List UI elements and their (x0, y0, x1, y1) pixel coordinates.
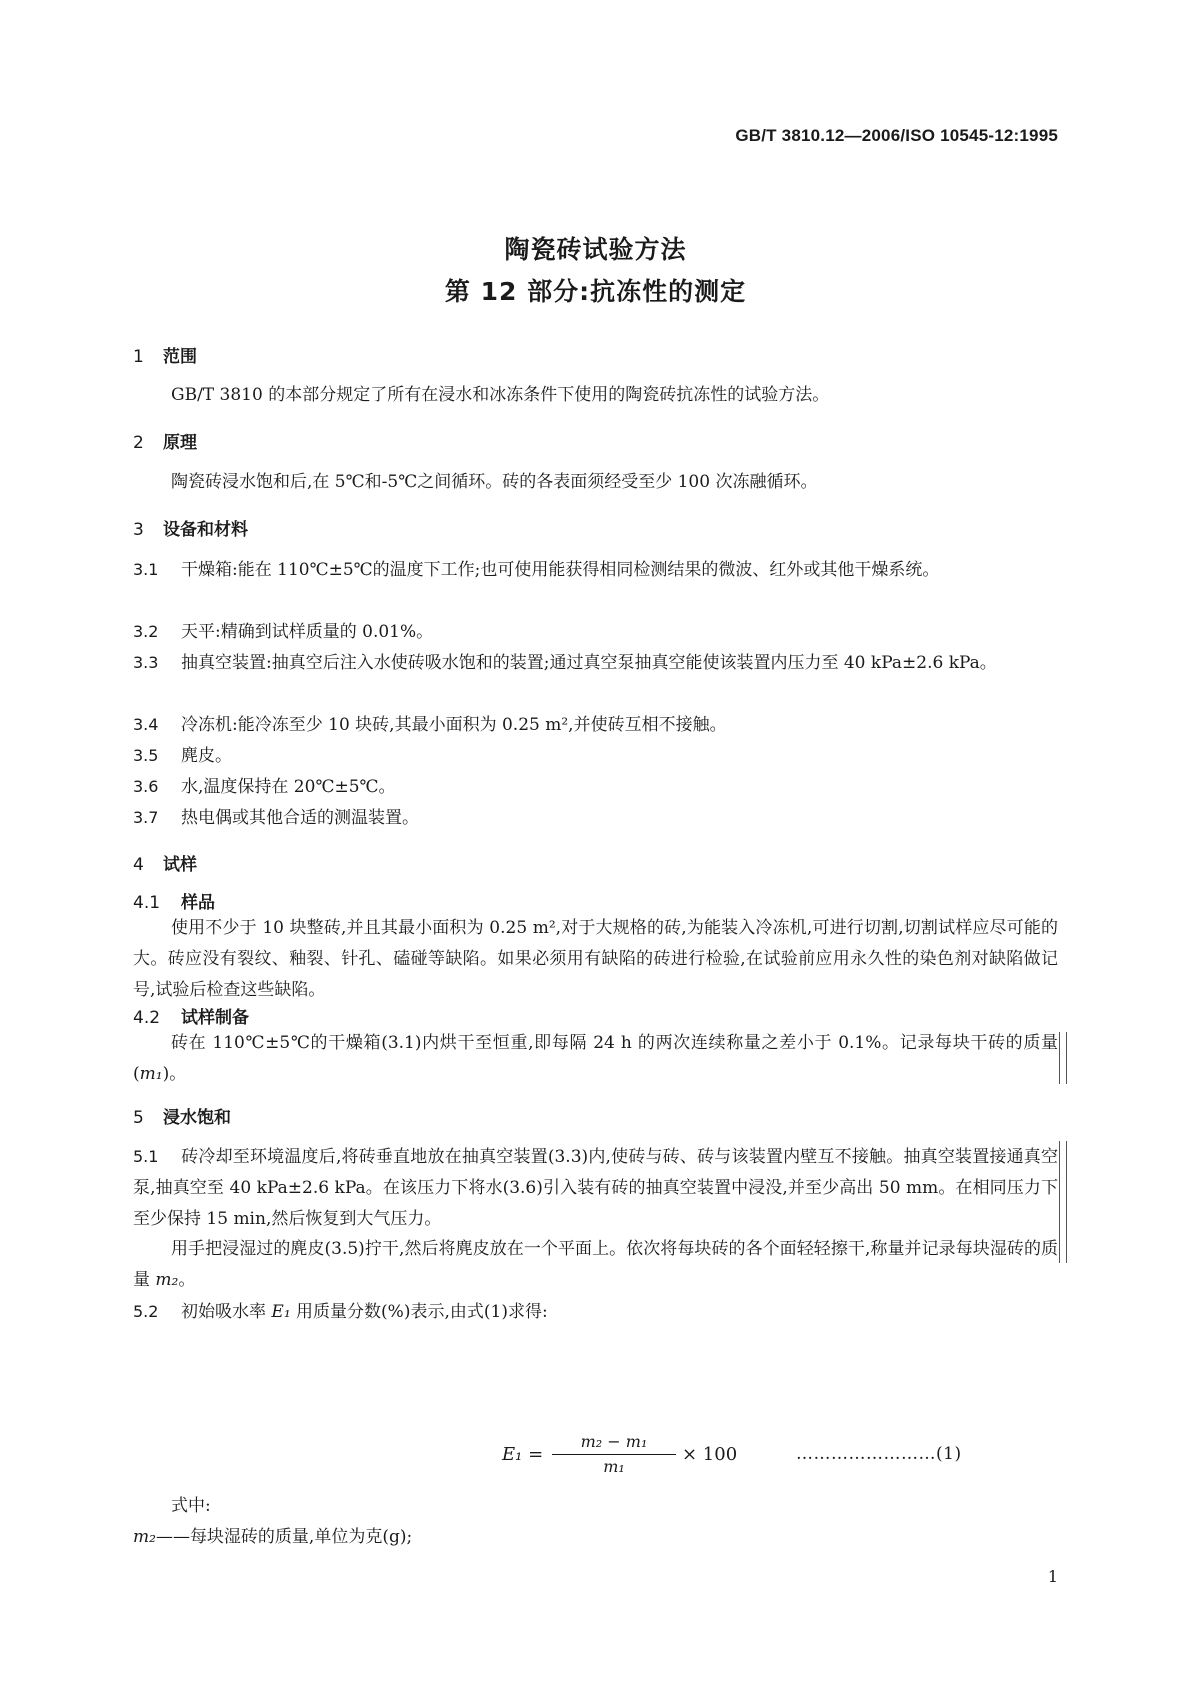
clause-number: 3.2 (133, 622, 159, 641)
section-4-heading (133, 850, 197, 875)
clause-3-4 (133, 709, 1058, 741)
section-number: 3 (133, 520, 144, 540)
clause-number: 5.2 (133, 1302, 159, 1321)
text-segment: 用手把浸湿过的麂皮(3.5)拧干,然后将麂皮放在一个平面上。依次将每块砖的各个面轻轻擦干,称量并记录每块湿砖的质量 (133, 1239, 1058, 1290)
clause-number: 3.3 (133, 653, 159, 672)
subsection-4-1-text: 使用不少于 10 块整砖,并且其最小面积为 0.25 m²,对于大规格的砖,为能装入冷冻机,可进行切割,切割试样应尽可能的大。砖应没有裂纹、釉裂、针孔、磕碰等缺陷。如果必须用有缺陷的砖进行检验,在试验前应用永久性的染色剂对缺陷做记号,试验后检查这些缺陷。 (133, 918, 1058, 1000)
clause-5-2 (133, 1296, 1058, 1328)
variable-m1: m₁ (139, 1064, 163, 1084)
clause-3-7 (133, 802, 1058, 834)
document-title: 陶瓷砖试验方法 (504, 235, 687, 264)
text-segment: 砖在 110℃±5℃的干燥箱(3.1)内烘干至恒重,即每隔 24 h 的两次连续称量之差小于 0.1%。记录每块干砖的质量( (133, 1033, 1058, 1084)
text-segment: 。 (178, 1270, 196, 1290)
clause-number: 3.4 (133, 715, 159, 734)
formula-numerator: m₂ − m₁ (552, 1432, 676, 1455)
standard-code: GB/T 3810.12—2006/ISO 10545-12:1995 (735, 126, 1058, 145)
clause-text: 天平:精确到试样质量的 0.01%。 (181, 622, 434, 642)
section-number: 5 (133, 1108, 144, 1128)
clause-number: 3.1 (133, 560, 159, 579)
section-1-text: GB/T 3810 的本部分规定了所有在浸水和冰冻条件下使用的陶瓷砖抗冻性的试验方法。 (171, 385, 830, 405)
definition-text: 每块湿砖的质量,单位为克(g); (189, 1527, 413, 1547)
clause-number: 5.1 (133, 1147, 159, 1166)
section-2-text: 陶瓷砖浸水饱和后,在 5℃和-5℃之间循环。砖的各表面须经受至少 100 次冻融循环。 (171, 472, 818, 492)
variable-e1: E₁ (271, 1302, 291, 1322)
formula-fraction (552, 1432, 676, 1476)
section-5-heading (133, 1103, 231, 1128)
clause-5-1-paragraph-2 (133, 1234, 1058, 1296)
clause-5-1 (133, 1141, 1058, 1235)
clause-3-2 (133, 616, 1058, 648)
clause-text: 冷冻机:能冷冻至少 10 块砖,其最小面积为 0.25 m²,并使砖互相不接触。 (181, 715, 727, 735)
clause-number: 3.7 (133, 808, 159, 827)
formula-rhs: × 100 (682, 1444, 738, 1465)
section-number: 1 (133, 347, 144, 367)
definition-dash: —— (155, 1527, 190, 1547)
clause-3-1 (133, 554, 1058, 586)
text-segment: 初始吸水率 (181, 1302, 272, 1322)
clause-3-5 (133, 740, 1058, 772)
subsection-number: 4.1 (133, 893, 161, 913)
clause-3-3 (133, 647, 1058, 679)
subsection-title: 试样制备 (181, 1008, 249, 1028)
revision-bar (1059, 1032, 1067, 1084)
clause-text: 麂皮。 (181, 746, 232, 766)
subsection-4-1-heading (133, 888, 215, 913)
clause-text: 砖冷却至环境温度后,将砖垂直地放在抽真空装置(3.3)内,使砖与砖、砖与该装置内壁互不接触。抽真空装置接通真空泵,抽真空至 40 kPa±2.6 kPa。在该压力下将水(3.6)引入装有砖的抽真空装置中浸没,并至少高出 50 mm。在相同压力下至少保持 15 min,然后恢复到大气压力。 (133, 1147, 1058, 1229)
section-title: 浸水饱和 (163, 1108, 231, 1128)
text-segment: 用质量分数(%)表示,由式(1)求得: (290, 1302, 548, 1322)
section-title: 原理 (163, 433, 197, 453)
section-title: 设备和材料 (163, 520, 248, 540)
where-definition-m2 (133, 1522, 1058, 1553)
section-3-heading (133, 515, 248, 540)
formula-1 (502, 1432, 742, 1482)
clause-text: 水,温度保持在 20℃±5℃。 (181, 777, 396, 797)
formula-label: ……………………(1) (796, 1444, 962, 1464)
subsection-title: 样品 (181, 893, 215, 913)
subsection-4-2-heading (133, 1003, 249, 1028)
formula-lhs: E₁ = (502, 1444, 544, 1465)
section-number: 4 (133, 855, 144, 875)
section-2-heading (133, 428, 197, 453)
clause-number: 3.6 (133, 777, 159, 796)
variable-m2: m₂ (155, 1270, 179, 1290)
page-number: 1 (1047, 1567, 1058, 1586)
clause-text: 抽真空装置:抽真空后注入水使砖吸水饱和的装置;通过真空泵抽真空能使该装置内压力至 40 kPa±2.6 kPa。 (181, 653, 997, 673)
clause-number: 3.5 (133, 746, 159, 765)
document-subtitle: 第 12 部分:抗冻性的测定 (444, 277, 747, 306)
variable-m2: m₂ (133, 1527, 156, 1547)
where-intro: 式中: (171, 1496, 211, 1516)
section-title: 试样 (163, 855, 197, 875)
clause-text: 干燥箱:能在 110℃±5℃的温度下工作;也可使用能获得相同检测结果的微波、红外或其他干燥系统。 (181, 560, 940, 580)
subsection-number: 4.2 (133, 1008, 161, 1028)
clause-text: 热电偶或其他合适的测温装置。 (181, 808, 419, 828)
subsection-4-2-text (133, 1028, 1058, 1090)
section-number: 2 (133, 433, 144, 453)
section-1-heading (133, 342, 197, 367)
section-title: 范围 (163, 347, 197, 367)
text-segment: )。 (162, 1064, 187, 1084)
clause-3-6 (133, 771, 1058, 803)
revision-bar (1059, 1141, 1067, 1263)
formula-denominator: m₁ (603, 1457, 625, 1476)
